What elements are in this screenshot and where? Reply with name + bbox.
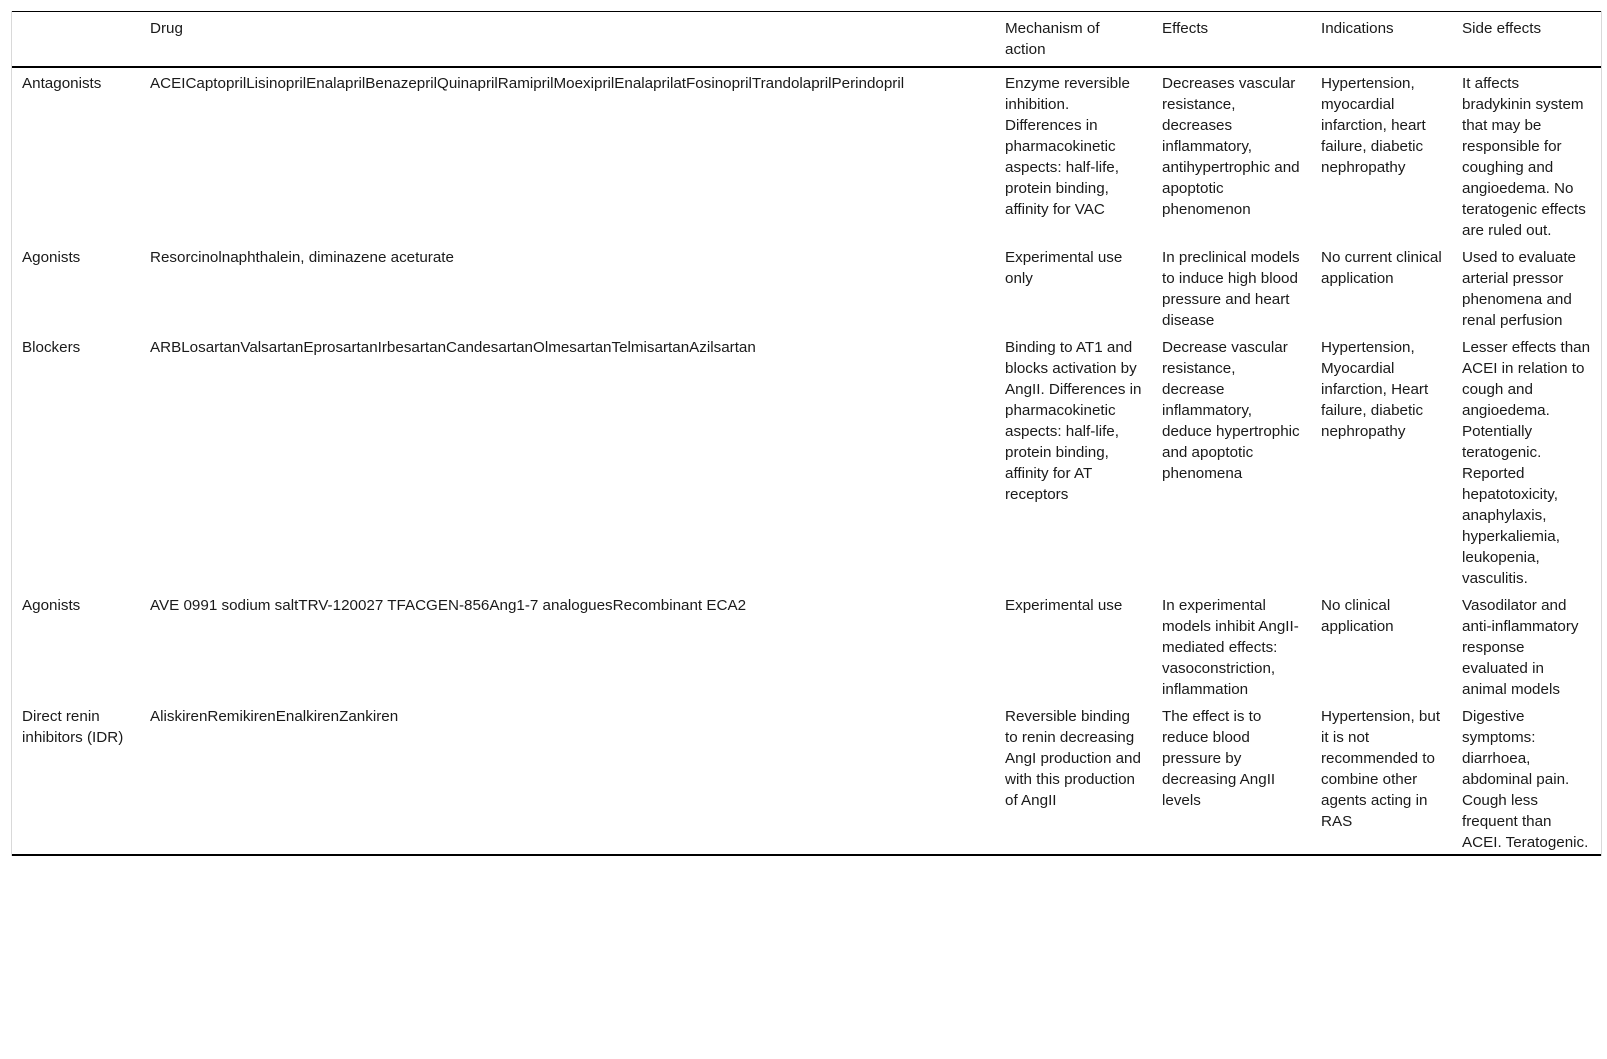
cell-indications: Hypertension, but it is not recommended to combine other agents acting in RAS [1321, 708, 1441, 830]
header-mechanism: Mechanism of action [1005, 20, 1100, 58]
cell-drug: AliskirenRemikirenEnalkirenZankiren [150, 708, 399, 725]
cell-side-effects: Digestive symptoms: diarrhoea, abdominal pain. Cough less frequent than ACEI. Teratogenic. [1462, 708, 1589, 851]
cell-mechanism: Binding to AT1 and blocks activation by AngII. Differences in pharmacokinetic aspects: half-life, protein binding, affinity for AT receptors [1005, 339, 1142, 503]
cell-side-effects: It affects bradykinin system that may be responsible for coughing and angioedema. No teratogenic effects are ruled out. [1462, 75, 1586, 239]
header-effects: Effects [1162, 20, 1209, 37]
cell-effects: The effect is to reduce blood pressure by decreasing AngII levels [1162, 708, 1276, 809]
cell-class: Agonists [22, 249, 81, 266]
cell-effects: Decrease vascular resistance, decrease inflammatory, deduce hypertrophic and apoptotic phenomena [1162, 339, 1300, 482]
cell-indications: Hypertension, myocardial infarction, heart failure, diabetic nephropathy [1321, 75, 1426, 176]
cell-indications: Hypertension, Myocardial infarction, Heart failure, diabetic nephropathy [1321, 339, 1429, 440]
table-row [12, 332, 1601, 590]
cell-mechanism: Enzyme reversible inhibition. Differences in pharmacokinetic aspects: half-life, protein binding, affinity for VAC [1005, 75, 1130, 218]
table-row [12, 701, 1601, 855]
cell-class: Antagonists [22, 75, 102, 92]
cell-drug: AVE 0991 sodium saltTRV-120027 TFACGEN-856Ang1-7 analoguesRecombinant ECA2 [150, 597, 747, 614]
cell-class: Direct renin inhibitors (IDR) [22, 708, 124, 746]
header-side-effects: Side effects [1462, 20, 1542, 37]
cell-indications: No clinical application [1321, 597, 1394, 635]
cell-effects: Decreases vascular resistance, decreases inflammatory, antihypertrophic and apoptotic phenomenon [1162, 75, 1300, 218]
cell-mechanism: Reversible binding to renin decreasing AngI production and with this production of AngII [1005, 708, 1141, 809]
cell-drug: ARBLosartanValsartanEprosartanIrbesartanCandesartanOlmesartanTelmisartanAzilsartan [150, 339, 756, 356]
table-row [12, 242, 1601, 332]
cell-class: Agonists [22, 597, 81, 614]
table-row [12, 590, 1601, 701]
cell-effects: In preclinical models to induce high blood pressure and heart disease [1162, 249, 1300, 329]
table-header-row [12, 12, 1601, 68]
cell-drug: Resorcinolnaphthalein, diminazene aceturate [150, 249, 454, 266]
cell-class: Blockers [22, 339, 81, 356]
cell-mechanism: Experimental use [1005, 597, 1123, 614]
cell-side-effects: Vasodilator and anti-inflammatory response evaluated in animal models [1462, 597, 1579, 698]
cell-indications: No current clinical application [1321, 249, 1442, 287]
drug-table [12, 11, 1601, 856]
cell-side-effects: Used to evaluate arterial pressor phenomena and renal perfusion [1462, 249, 1576, 329]
cell-side-effects: Lesser effects than ACEI in relation to cough and angioedema. Potentially teratogenic. Reported hepatotoxicity, anaphylaxis, hyperkaliemia, leukopenia, vasculitis. [1462, 339, 1591, 587]
table-row [12, 67, 1601, 242]
header-indications: Indications [1321, 20, 1394, 37]
cell-drug: ACEICaptoprilLisinoprilEnalaprilBenazeprilQuinaprilRamiprilMoexiprilEnalaprilatFosinoprilTrandolaprilPerindopril [150, 75, 905, 92]
header-class [12, 12, 140, 68]
cell-mechanism: Experimental use only [1005, 249, 1123, 287]
header-drug: Drug [150, 20, 183, 37]
cell-effects: In experimental models inhibit AngII-mediated effects: vasoconstriction, inflammation [1162, 597, 1299, 698]
drug-table-container [11, 11, 1602, 856]
